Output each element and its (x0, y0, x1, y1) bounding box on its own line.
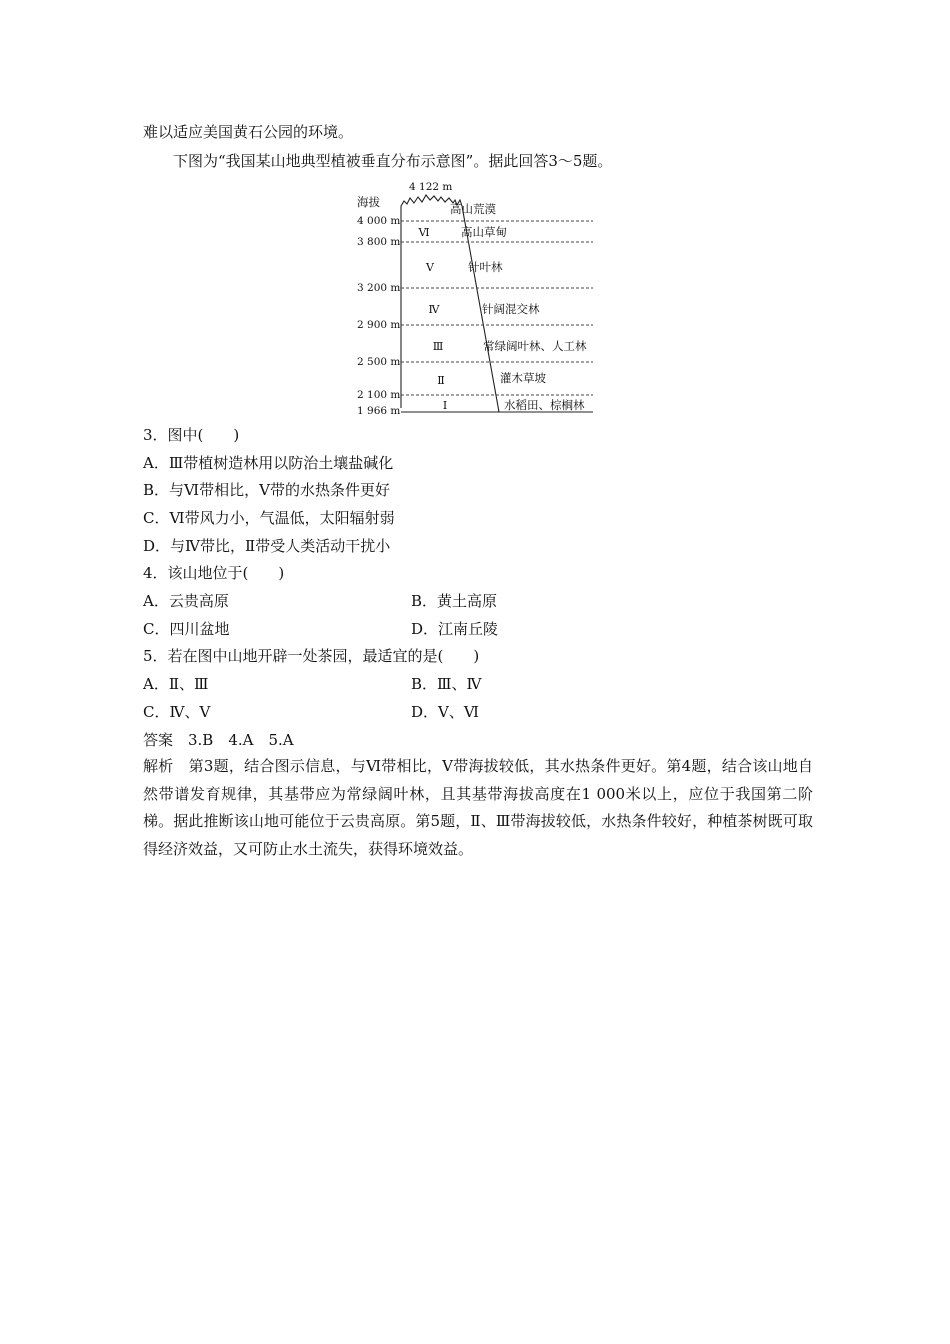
belt-name-evergreen-broadleaf: 常绿阔叶林、人工林 (483, 339, 587, 353)
q3-option-c: C．Ⅵ带风力小，气温低，太阳辐射弱 (143, 509, 395, 527)
belt-numeral-1: Ⅰ (442, 399, 448, 412)
figure-intro: 下图为“我国某山地典型植被垂直分布示意图”。据此回答3～5题。 (173, 152, 613, 170)
belt-numeral-4: Ⅳ (428, 303, 440, 316)
analysis-paragraph: 解析 第3题，结合图示信息，与Ⅵ带相比，Ⅴ带海拔较低，其水热条件更好。第4题，结合该山地自然带谱发育规律，其基带应为常绿阔叶林，且其基带海拔高度在1 000米以上，应位于我国第二阶梯。据此推断该山地可能位于云贵高原。第5题，Ⅱ、Ⅲ带海拔较低，水热条件较好，种植茶树既可取得经济效益，又可防止水土流失，获得环境效益。 (143, 757, 813, 858)
belt-numeral-3: Ⅲ (432, 340, 444, 353)
tick-2100: 2 100 m (357, 389, 401, 401)
belt-name-coniferous: 针叶林 (468, 260, 503, 274)
belt-numeral-6: Ⅵ (418, 226, 430, 239)
q4-option-d: D．江南丘陵 (411, 620, 499, 638)
answer-line: 答案 3.B 4.A 5.A (143, 731, 294, 749)
peak-label: 4 122 m (409, 181, 453, 193)
tick-1966: 1 966 m (357, 405, 401, 416)
belt-name-mixed-forest: 针阔混交林 (482, 302, 540, 316)
belt-name-shrub-grass: 灌木草坡 (500, 371, 546, 385)
tick-2900: 2 900 m (357, 319, 401, 331)
belt-name-alpine-meadow: 高山草甸 (461, 225, 507, 239)
tick-3800: 3 800 m (357, 236, 401, 248)
vegetation-zonation-figure (352, 176, 602, 416)
q4-option-c: C．四川盆地 (143, 620, 230, 638)
intro-continuation: 难以适应美国黄石公园的环境。 (143, 123, 354, 141)
q5-option-b: B．Ⅲ、Ⅳ (411, 675, 482, 693)
belt-numeral-5: Ⅴ (426, 261, 434, 274)
q4-option-b: B．黄土高原 (411, 592, 498, 610)
belt-name-paddy-palm: 水稻田、棕榈林 (504, 398, 585, 412)
q3-option-b: B．与Ⅵ带相比，Ⅴ带的水热条件更好 (143, 481, 390, 499)
belt-numeral-2: Ⅱ (437, 374, 445, 387)
tick-3200: 3 200 m (357, 282, 401, 294)
q5-option-d: D．Ⅴ、Ⅵ (411, 703, 479, 721)
belt-name-alpine-desert: 高山荒漠 (450, 202, 496, 216)
q4-stem: 4．该山地位于( ) (143, 564, 285, 582)
q4-option-a: A．云贵高原 (143, 592, 229, 610)
q5-stem: 5．若在图中山地开辟一处茶园，最适宜的是( ) (143, 647, 480, 665)
tick-2500: 2 500 m (357, 356, 401, 368)
y-axis-label: 海拔 (357, 195, 380, 209)
mountain-outline (401, 195, 462, 408)
tick-4000: 4 000 m (357, 215, 401, 227)
q5-option-c: C．Ⅳ、Ⅴ (143, 703, 211, 721)
q3-stem: 3．图中( ) (143, 426, 240, 444)
q5-option-a: A．Ⅱ、Ⅲ (143, 675, 209, 693)
q3-option-d: D．与Ⅳ带比，Ⅱ带受人类活动干扰小 (143, 537, 391, 555)
q3-option-a: A．Ⅲ带植树造林用以防治土壤盐碱化 (143, 454, 394, 472)
